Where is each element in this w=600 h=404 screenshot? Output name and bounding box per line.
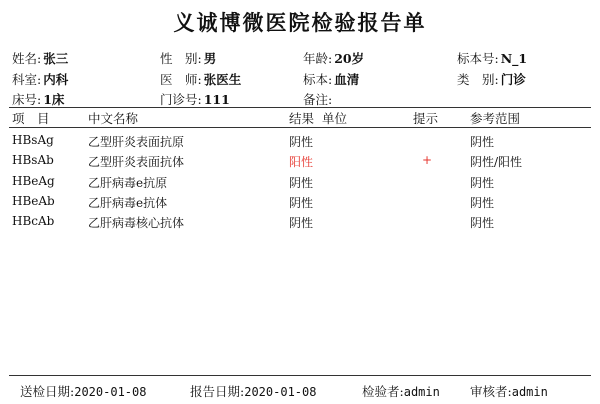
- table-header-divider: [9, 127, 591, 128]
- row-name: 乙型肝炎表面抗原: [88, 135, 185, 149]
- remark-label: 备注:: [303, 92, 333, 107]
- row-item: HBcAb: [12, 214, 55, 228]
- reviewer-value: admin: [511, 385, 548, 399]
- bed-number: [12, 90, 64, 108]
- doctor-value: 张医生: [203, 72, 242, 87]
- sample-number-value: N_1: [500, 51, 528, 66]
- specimen: [303, 70, 359, 88]
- clinic-number-value: 111: [203, 92, 230, 107]
- category-value: 门诊: [500, 72, 526, 87]
- patient-sex-value: 男: [203, 51, 217, 66]
- row-name: 乙肝病毒e抗原: [88, 176, 168, 190]
- category: [457, 70, 526, 88]
- patient-name-value: 张三: [43, 51, 69, 66]
- bed-number-label: 床号:: [12, 92, 42, 107]
- patient-age-value: 20岁: [334, 51, 365, 66]
- clinic-number-label: 门诊号:: [160, 92, 202, 107]
- row-result: 阴性: [289, 135, 314, 149]
- department: [12, 70, 68, 88]
- report-date: [190, 382, 316, 400]
- row-result: 阴性: [289, 216, 314, 230]
- col-header-unit: 单位: [322, 111, 348, 126]
- row-item: HBeAb: [12, 194, 55, 208]
- doctor: [160, 70, 241, 88]
- patient-sex: [160, 49, 216, 67]
- row-range: 阴性: [470, 176, 495, 190]
- sample-number: [457, 49, 527, 67]
- specimen-value: 血清: [334, 72, 360, 87]
- remark: [303, 90, 334, 108]
- patient-age: [303, 49, 364, 67]
- submit-date-value: 2020-01-08: [74, 385, 147, 399]
- clinic-number: [160, 90, 230, 108]
- row-name: 乙肝病毒e抗体: [88, 196, 168, 210]
- row-range: 阴性: [470, 196, 495, 210]
- patient-age-label: 年龄:: [303, 51, 333, 66]
- patient-sex-label: 性 别:: [160, 51, 202, 66]
- inspector-value: admin: [403, 385, 440, 399]
- col-header-range: 参考范围: [470, 111, 521, 126]
- row-item: HBeAg: [12, 174, 55, 188]
- patient-name: [12, 49, 68, 67]
- sample-number-label: 标本号:: [457, 51, 499, 66]
- report-date-label: 报告日期:: [190, 384, 245, 399]
- department-value: 内科: [43, 72, 69, 87]
- col-header-hint: 提示: [413, 111, 439, 126]
- submit-date-label: 送检日期:: [20, 384, 75, 399]
- row-result: 阴性: [289, 176, 314, 190]
- doctor-label: 医 师:: [160, 72, 202, 87]
- category-label: 类 别:: [457, 72, 499, 87]
- row-result: 阳性: [289, 155, 314, 169]
- reviewer: [470, 382, 548, 400]
- patient-name-label: 姓名:: [12, 51, 42, 66]
- row-hint: +: [422, 153, 433, 167]
- specimen-label: 标本:: [303, 72, 333, 87]
- row-range: 阴性: [470, 135, 495, 149]
- footer-divider: [9, 375, 591, 376]
- col-header-name: 中文名称: [88, 111, 139, 126]
- report-title: 义诚博微医院检验报告单: [173, 10, 427, 35]
- inspector: [362, 382, 440, 400]
- department-label: 科室:: [12, 72, 42, 87]
- row-range: 阴性: [470, 216, 495, 230]
- reviewer-label: 审核者:: [470, 384, 512, 399]
- submit-date: [20, 382, 146, 400]
- row-result: 阴性: [289, 196, 314, 210]
- report-date-value: 2020-01-08: [244, 385, 317, 399]
- inspector-label: 检验者:: [362, 384, 404, 399]
- row-name: 乙肝病毒核心抗体: [88, 216, 185, 230]
- col-header-result: 结果: [289, 111, 315, 126]
- col-header-item: 项 目: [12, 111, 50, 126]
- row-name: 乙型肝炎表面抗体: [88, 155, 185, 169]
- row-range: 阴性/阳性: [470, 155, 523, 169]
- row-item: HBsAb: [12, 153, 54, 167]
- bed-number-value: 1床: [43, 92, 65, 107]
- row-item: HBsAg: [12, 133, 54, 147]
- header-divider: [9, 107, 591, 108]
